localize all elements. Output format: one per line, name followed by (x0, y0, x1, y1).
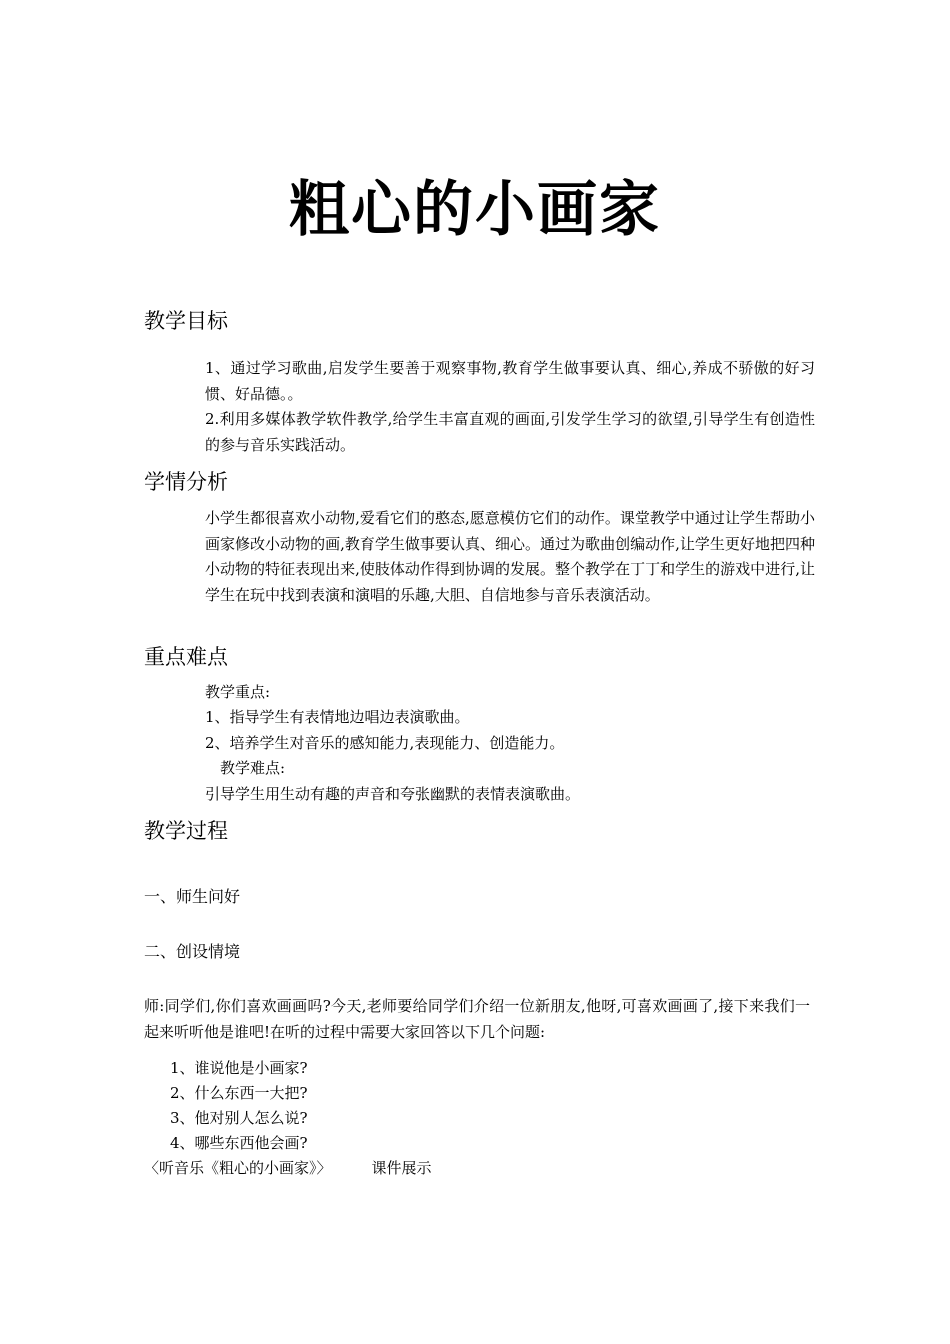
focus-label: 教学重点: (205, 683, 271, 701)
goal-item: 2.利用多媒体教学软件教学,给学生丰富直观的画面,引发学生学习的欲望,引导学生有创造性的参与音乐实践活动。 (205, 410, 815, 454)
music-note: 〈听音乐《粗心的小画家》〉 (144, 1159, 332, 1177)
analysis-paragraph: 小学生都很喜欢小动物,爱看它们的憨态,愿意模仿它们的动作。课堂教学中通过让学生帮助小画家修改小动物的画,教育学生做事要认真、细心。通过为歌曲创编动作,让学生更好地把四种小动物的特征表现出来,使肢体动作得到协调的发展。整个教学在丁丁和学生的游戏中进行,让学生在玩中找到表演和演唱的乐趣,大胆、自信地参与音乐表演活动。 (205, 509, 815, 604)
heading-student-analysis: 学情分析 (144, 470, 228, 494)
heading-teaching-goals: 教学目标 (144, 309, 228, 333)
step-create-scenario: 二、创设情境 (144, 942, 241, 961)
heading-teaching-process: 教学过程 (144, 819, 228, 843)
music-note-line (144, 1156, 432, 1182)
difficulty-label: 教学难点: (220, 759, 286, 777)
heading-key-difficult-points: 重点难点 (144, 645, 228, 669)
question-item: 2、什么东西一大把? (170, 1084, 308, 1102)
question-item: 4、哪些东西他会画? (170, 1134, 308, 1152)
question-item: 3、他对别人怎么说? (170, 1109, 308, 1127)
teacher-dialogue: 师:同学们,你们喜欢画画吗?今天,老师要给同学们介绍一位新朋友,他呀,可喜欢画画了,接下来我们一起来听听他是谁吧!在听的过程中需要大家回答以下几个问题: (144, 997, 810, 1041)
question-item: 1、谁说他是小画家? (170, 1059, 308, 1077)
document-title: 粗心的小画家 (289, 175, 661, 245)
focus-item: 1、指导学生有表情地边唱边表演歌曲。 (205, 708, 470, 726)
courseware-note: 课件展示 (371, 1159, 432, 1177)
difficulty-text: 引导学生用生动有趣的声音和夸张幽默的表情表演歌曲。 (205, 785, 581, 803)
goals-list (205, 356, 815, 458)
goal-item: 1、通过学习歌曲,启发学生要善于观察事物,教育学生做事要认真、细心,养成不骄傲的好习惯、好品德。。 (205, 359, 815, 403)
step-greeting: 一、师生问好 (144, 887, 241, 906)
focus-item: 2、培养学生对音乐的感知能力,表现能力、创造能力。 (205, 734, 565, 752)
